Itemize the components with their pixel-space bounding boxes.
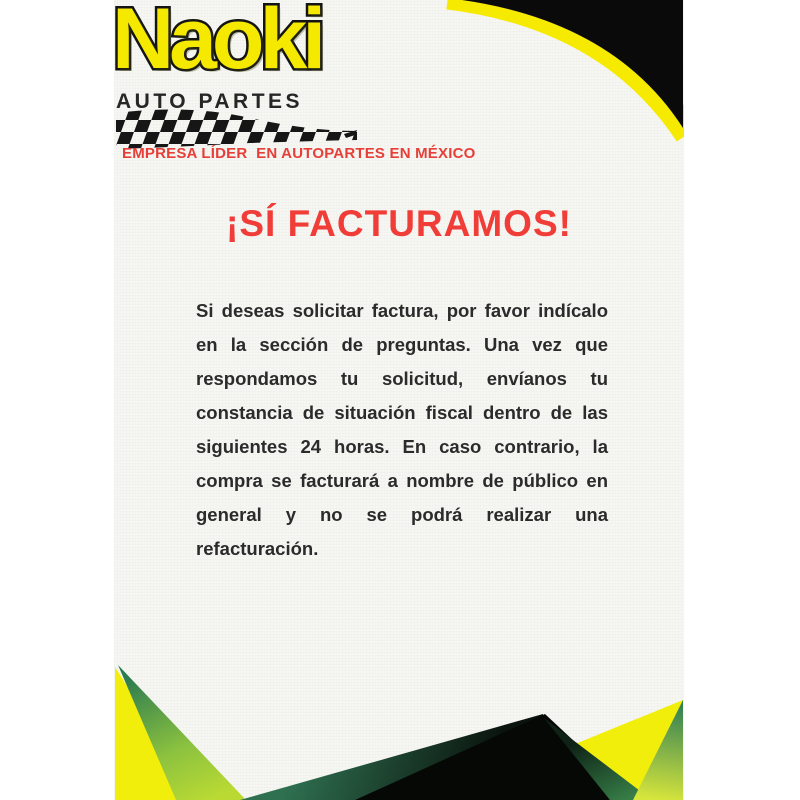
checkered-flag-body [116,109,357,149]
body-line: respondamos tu solicitud, envíanos tu [196,368,608,389]
body-paragraph [196,294,608,566]
brand-tagline: EMPRESA LÍDER EN AUTOPARTES EN MÉXICO [122,145,476,162]
brand-logo: Naoki [112,0,322,87]
body-line: Si deseas solicitar factura, por favor indícalo [196,300,608,321]
body-line: refacturación. [196,538,319,559]
body-line: en la sección de preguntas. Una vez que [196,334,608,355]
body-line: compra se facturará a nombre de público en [196,470,608,491]
brand-subtitle: AUTO PARTES [116,90,304,113]
checkered-flag-icon [116,109,357,149]
body-line: siguientes 24 horas. En caso contrario, la [196,436,608,457]
bottom-triangles-graphic [115,665,683,800]
body-line: constancia de situación fiscal dentro de las [196,402,608,423]
body-line: general y no se podrá realizar una [196,504,608,525]
page-title: ¡SÍ FACTURAMOS! [226,203,572,244]
